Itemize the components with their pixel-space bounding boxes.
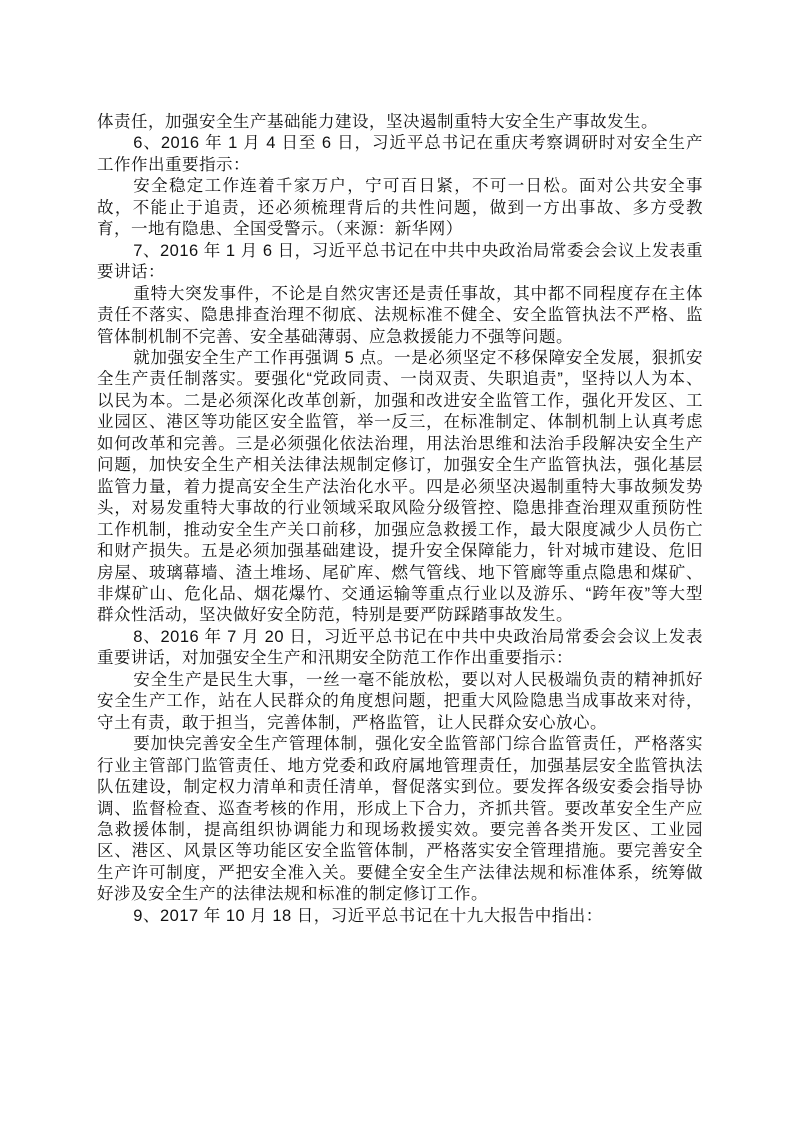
paragraph-item-9-heading: 9、2017 年 10 月 18 日，习近平总书记在十九大报告中指出： [133,906,603,925]
paragraph-item-8-quote-2: 要加快完善安全生产管理体制，强化安全监管部门综合监管责任，严格落实行业主管部门监管责任、地方党委和政府属地管理责任，加强基层安全监管执法队伍建设，制定权力清单和责任清单，督促落实到位。要发挥各级安委会指导协调、监督检查、巡查考核的作用，形成上下合力，齐抓共管。要改革安全生产应急救援体制，提高组织协调能力和现场救援实效。要完善各类开发区、工业园区、港区、风景区等功能区安全监管体制，严格落实安全管理措施。要完善安全生产许可制度，严把安全准入关。要健全安全生产法律法规和标准体系，统筹做好涉及安全生产的法律法规和标准的制定修订工作。 [97,735,703,904]
paragraph-item-6-heading: 6、2016 年 1 月 4 日至 6 日，习近平总书记在重庆考察调研时对安全生产工作作出重要指示： [97,134,703,174]
document-text-block [97,112,703,927]
paragraph-item-7-heading: 7、2016 年 1 月 6 日，习近平总书记在中共中央政治局常委会会议上发表重要讲话： [97,241,703,282]
paragraph-item-7-quote-2: 就加强安全生产工作再强调 5 点。一是必须坚定不移保障安全发展，狠抓安全生产责任制落实。要强化“党政同责、一岗双责、失职追责”，坚持以人为本、以民为本。二是必须深化改革创新，加强和改进安全监管工作，强化开发区、工业园区、港区等功能区安全监管，举一反三，在标准制定、体制机制上认真考虑如何改革和完善。三是必须强化依法治理，用法治思维和法治手段解决安全生产问题，加快安全生产相关法律法规制定修订，加强安全生产监管执法，强化基层监管力量，着力提高安全生产法治化水平。四是必须坚决遏制重特大事故频发势头，对易发重特大事故的行业领域采取风险分级管控、隐患排查治理双重预防性工作机制，推动安全生产关口前移，加强应急救援工作，最大限度减少人员伤亡和财产损失。五是必须加强基础建设，提升安全保障能力，针对城市建设、危旧房屋、玻璃幕墙、渣土堆场、尾矿库、燃气管线、地下管廊等重点隐患和煤矿、非煤矿山、危化品、烟花爆竹、交通运输等重点行业以及游乐、“跨年夜”等大型群众性活动，坚决做好安全防范，特别是要严防踩踏事故发生。 [97,348,703,625]
paragraph-continuation: 体责任，加强安全生产基础能力建设，坚决遏制重特大安全生产事故发生。 [97,113,658,131]
paragraph-item-7-quote-1: 重特大突发事件，不论是自然灾害还是责任事故，其中都不同程度存在主体责任不落实、隐患排查治理不彻底、法规标准不健全、安全监管执法不严格、监管体制机制不完善、安全基础薄弱、应急救援能力不强等问题。 [97,284,703,346]
paragraph-item-8-heading: 8、2016 年 7 月 20 日，习近平总书记在中共中央政治局常委会会议上发表重要讲话，对加强安全生产和汛期安全防范工作作出重要指示： [97,627,703,668]
paragraph-item-8-quote-1: 安全生产是民生大事，一丝一毫不能放松，要以对人民极端负责的精神抓好安全生产工作，站在人民群众的角度想问题，把重大风险隐患当成事故来对待，守土有责，敢于担当，完善体制，严格监管，让人民群众安心放心。 [97,670,703,732]
paragraph-item-6-quote: 安全稳定工作连着千家万户，宁可百日紧，不可一日松。面对公共安全事故，不能止于追责，还必须梳理背后的共性问题，做到一方出事故、多方受教育，一地有隐患、全国受警示。（来源：新华网） [97,177,703,239]
